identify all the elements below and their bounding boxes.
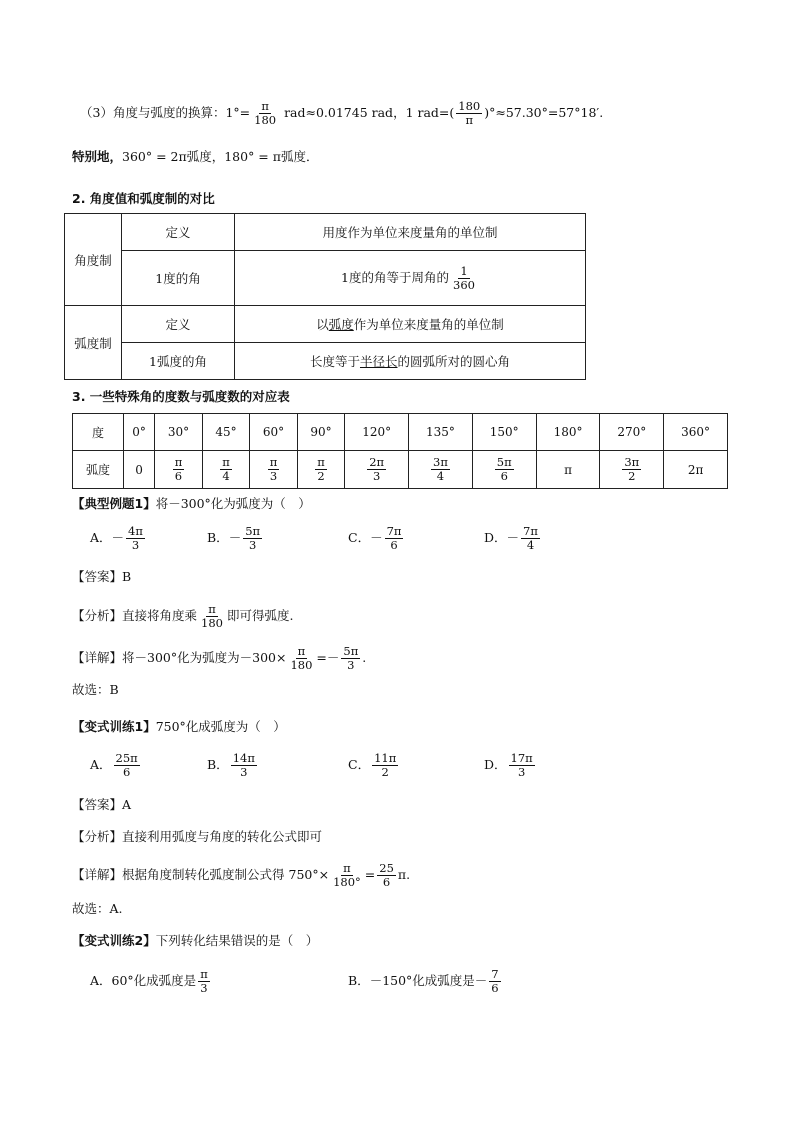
section2-title: 2. 角度值和弧度制的对比 (72, 191, 215, 206)
radian-cell: $\frac{\pi}{3}$ (250, 451, 298, 489)
degree-cell: 270° (600, 414, 664, 451)
radian-unit-label: 1弧度的角 (122, 343, 235, 380)
degree-cell: 150° (472, 414, 536, 451)
degree-cell: 120° (345, 414, 409, 451)
practice1-option-b: B． $\frac{14\pi}{3}$ (207, 751, 255, 779)
section3-title: 3. 一些特殊角的度数与弧度数的对应表 (72, 389, 290, 404)
special-text: 360° = 2π弧度，180° = π弧度． (122, 149, 319, 164)
radian-cell: π (536, 451, 600, 489)
radian-cell: $\frac{\pi}{6}$ (155, 451, 203, 489)
degree-cell: 180° (536, 414, 600, 451)
practice2-tag: 【变式训练2】 (72, 933, 156, 948)
conversion-line (80, 100, 603, 127)
practice1-option-a: A． $\frac{25\pi}{6}$ (90, 751, 138, 779)
radian-def-text: 以弧度作为单位来度量角的单位制 (235, 306, 586, 343)
practice1-analysis: 【分析】直接利用弧度与角度的转化公式即可 (72, 829, 323, 844)
degree-cell: 360° (664, 414, 728, 451)
example1-choice: 故选：B (72, 682, 119, 697)
degree-cell: 60° (250, 414, 298, 451)
example1-option-a: A．－ $\frac{4\pi}{3}$ (90, 524, 143, 552)
practice2-question: 【变式训练2】下列转化结果错误的是（ ） (72, 933, 319, 948)
degree-def-text: 用度作为单位来度量角的单位制 (235, 214, 586, 251)
practice1-tag: 【变式训练1】 (72, 719, 156, 734)
degree-cell: 30° (155, 414, 203, 451)
example1-answer: 【答案】B (72, 569, 132, 584)
angle-table (72, 413, 728, 489)
radian-def-label: 定义 (122, 306, 235, 343)
degree-cell: 135° (409, 414, 473, 451)
radian-cell: $\frac{\pi}{4}$ (202, 451, 250, 489)
example1-option-c: C．－ $\frac{7\pi}{6}$ (348, 524, 402, 552)
example1-tag: 【典型例题1】 (72, 496, 156, 511)
degree-unit-label: 1度的角 (122, 251, 235, 306)
radian-cell: $\frac{2\pi}{3}$ (345, 451, 409, 489)
degree-cell: 45° (202, 414, 250, 451)
radian-cell: $\frac{3\pi}{4}$ (409, 451, 473, 489)
practice1-option-d: D． $\frac{17\pi}{3}$ (484, 751, 533, 779)
radian-cell: 0 (124, 451, 155, 489)
degree-cell: 0° (124, 414, 155, 451)
radian-system-label: 弧度制 (65, 306, 122, 380)
radian-cell: $\frac{\pi}{2}$ (297, 451, 345, 489)
practice1-choice: 故选：A. (72, 901, 123, 916)
degree-row-label: 度 (73, 414, 124, 451)
practice1-question: 【变式训练1】750°化成弧度为（ ） (72, 719, 286, 734)
practice1-option-c: C． $\frac{11\pi}{2}$ (348, 751, 397, 779)
conversion-prefix: （3）角度与弧度的换算：1°= (80, 105, 251, 120)
fraction-1-over-360: $\frac{1}{360}$ (453, 263, 475, 292)
degree-cell: 90° (297, 414, 345, 451)
example1-analysis: 【分析】直接将角度乘 $\frac{\pi}{180}$ 即可得弧度. (72, 602, 294, 630)
special-label: 特别地， (72, 149, 123, 164)
fraction-pi-over-180: $\frac{\pi}{180}$ (254, 99, 277, 127)
practice1-answer: 【答案】A (72, 797, 132, 812)
radian-cell: 2π (664, 451, 728, 489)
example1-option-d: D．－ $\frac{7\pi}{4}$ (484, 524, 538, 552)
radian-unit-text: 长度等于半径长的圆弧所对的圆心角 (235, 343, 586, 380)
practice2-option-b: B．－150°化成弧度是－ $\frac{7}{6}$ (348, 967, 499, 995)
special-note (72, 148, 318, 166)
conversion-suffix: )°≈57.30°=57°18′. (484, 105, 604, 120)
example1-option-b: B．－ $\frac{5\pi}{3}$ (207, 524, 261, 552)
degree-system-label: 角度制 (65, 214, 122, 306)
example1-question: 【典型例题1】将－300°化为弧度为（ ） (72, 496, 311, 511)
radian-cell: $\frac{5\pi}{6}$ (472, 451, 536, 489)
fraction-180-over-pi: $\frac{180}{\pi}$ (458, 99, 481, 127)
practice2-option-a: A．60°化成弧度是 $\frac{\pi}{3}$ (90, 967, 208, 995)
radian-row (73, 451, 728, 489)
degree-unit-text: 1度的角等于周角的 $\frac{1}{360}$ (235, 251, 586, 306)
radian-cell: $\frac{3\pi}{2}$ (600, 451, 664, 489)
practice1-detail: 【详解】根据角度制转化弧度制公式得 750°× $\frac{\pi}{180^\circ}$ = $\frac{25}{6}$ π. (72, 861, 411, 889)
degree-def-label: 定义 (122, 214, 235, 251)
comparison-table (64, 213, 586, 380)
radian-row-label: 弧度 (73, 451, 124, 489)
conversion-mid: rad≈0.01745 rad，1 rad=( (280, 105, 455, 120)
degree-row (73, 414, 728, 451)
example1-detail: 【详解】将－300°化为弧度为－300× $\frac{\pi}{180}$ =－ $\frac{5\pi}{3}$ . (72, 644, 367, 672)
